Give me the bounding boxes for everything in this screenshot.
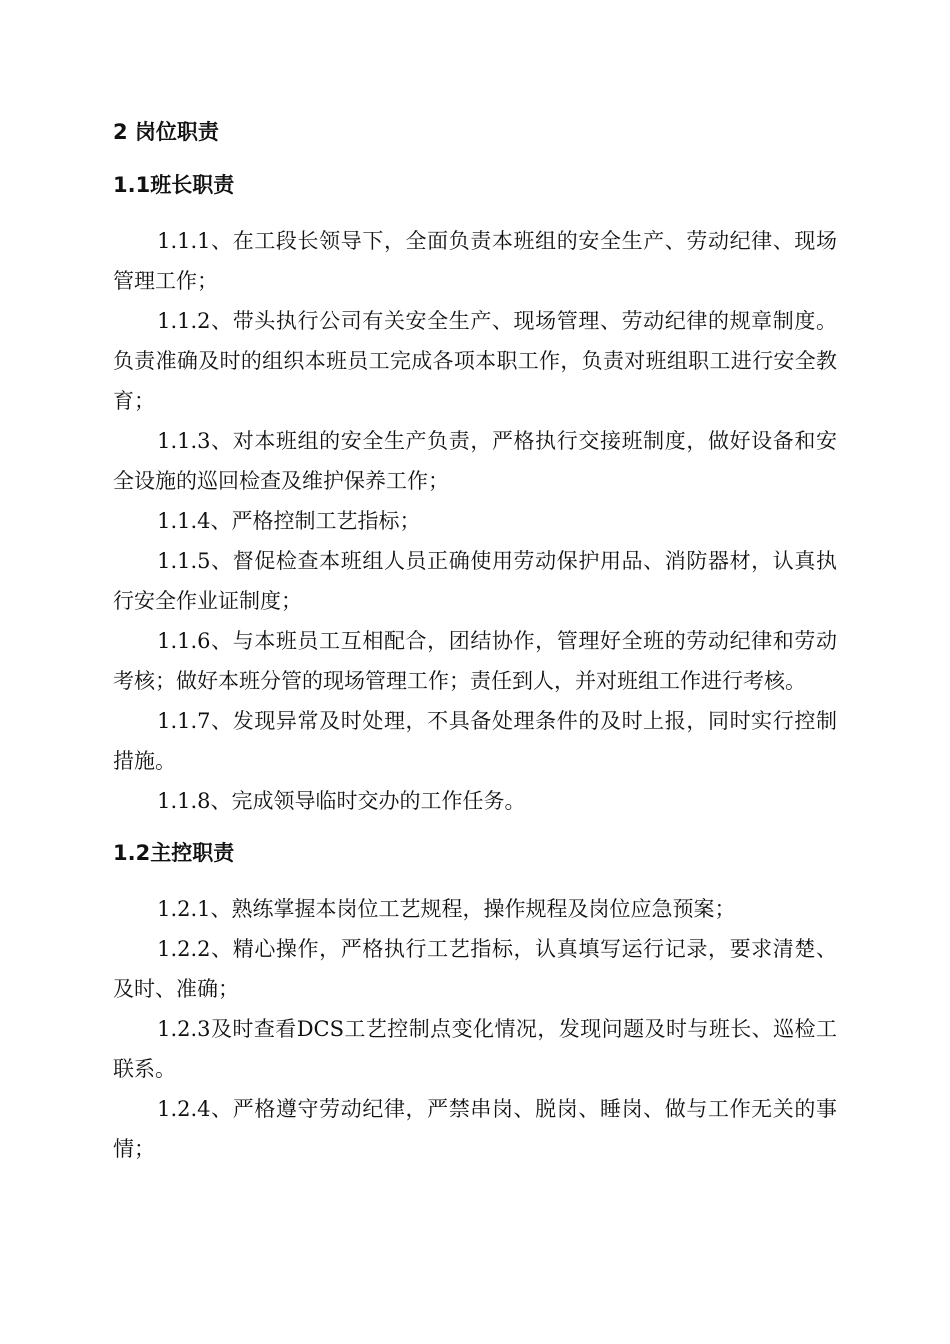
paragraph-1-1-7: 1.1.7、发现异常及时处理，不具备处理条件的及时上报，同时实行控制措施。 bbox=[113, 709, 837, 773]
paragraph-1-2-4: 1.2.4、严格遵守劳动纪律，严禁串岗、脱岗、睡岗、做与工作无关的事情； bbox=[113, 1097, 837, 1161]
paragraph-1-1-4: 1.1.4、严格控制工艺指标； bbox=[157, 509, 421, 533]
paragraph-1-1-3: 1.1.3、对本班组的安全生产负责，严格执行交接班制度，做好设备和安全设施的巡回检查及维护保养工作； bbox=[113, 429, 837, 493]
paragraph-1-2-2: 1.2.2、精心操作，严格执行工艺指标，认真填写运行记录，要求清楚、及时、准确； bbox=[113, 937, 837, 1001]
subsection-heading-main-control: 1.2主控职责 bbox=[113, 841, 235, 865]
section-spacer bbox=[113, 821, 837, 833]
document-body bbox=[113, 112, 837, 1169]
paragraph-1-1-6: 1.1.6、与本班员工互相配合，团结协作，管理好全班的劳动纪律和劳动考核；做好本班分管的现场管理工作；责任到人，并对班组工作进行考核。 bbox=[113, 629, 837, 693]
paragraph-1-1-1: 1.1.1、在工段长领导下，全面负责本班组的安全生产、劳动纪律、现场管理工作； bbox=[113, 229, 837, 293]
paragraph-1-2-1: 1.2.1、熟练掌握本岗位工艺规程，操作规程及岗位应急预案； bbox=[157, 897, 736, 921]
subsection-heading-team-leader: 1.1班长职责 bbox=[113, 173, 235, 197]
paragraph-1-1-5: 1.1.5、督促检查本班组人员正确使用劳动保护用品、消防器材，认真执行安全作业证制度； bbox=[113, 549, 837, 613]
paragraph-1-1-8: 1.1.8、完成领导临时交办的工作任务。 bbox=[157, 789, 526, 813]
paragraph-1-1-2: 1.1.2、带头执行公司有关安全生产、现场管理、劳动纪律的规章制度。负责准确及时的组织本班员工完成各项本职工作，负责对班组职工进行安全教育； bbox=[113, 309, 837, 413]
paragraph-1-2-3: 1.2.3及时查看DCS工艺控制点变化情况，发现问题及时与班长、巡检工联系。 bbox=[113, 1017, 837, 1081]
section-heading: 2 岗位职责 bbox=[113, 120, 219, 144]
